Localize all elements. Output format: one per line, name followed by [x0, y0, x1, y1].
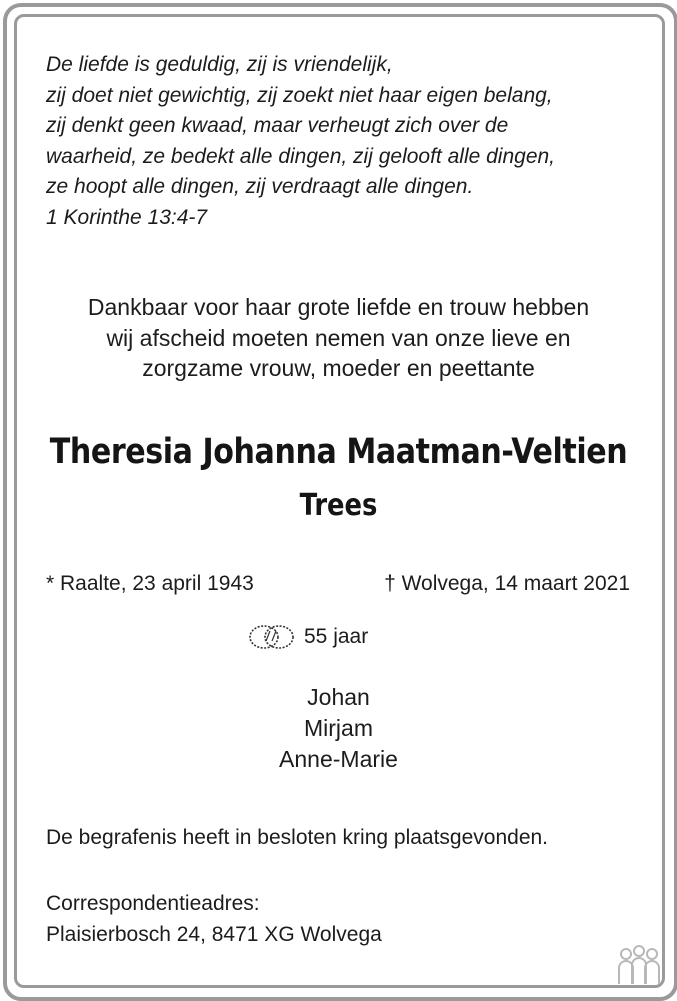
marriage-years: 55 jaar: [304, 625, 369, 648]
correspondence-street: Plaisierbosch 24, 8471 XG Wolvega: [46, 923, 382, 946]
deceased-nickname: Trees: [299, 488, 378, 523]
bible-quote: [46, 50, 646, 233]
deceased-full-name: Theresia Johanna Maatman-Veltien: [49, 432, 628, 472]
quote-line: waarheid, ze bedekt alle dingen, zij gelooft alle dingen,: [46, 144, 556, 168]
quote-reference: 1 Korinthe 13:4-7: [46, 205, 208, 229]
quote-line: ze hoopt alle dingen, zij verdraagt alle dingen.: [46, 175, 474, 198]
family-names: [0, 682, 677, 775]
quote-line: zij denkt geen kwaad, maar verheugt zich over de: [46, 114, 509, 137]
wedding-rings-icon: [246, 622, 298, 652]
intro-line: zorgzame vrouw, moeder en peettante: [142, 355, 535, 381]
family-member: Anne-Marie: [279, 746, 398, 772]
family-member: Mirjam: [304, 715, 373, 741]
marriage-duration: [246, 622, 368, 652]
intro-text: [0, 292, 677, 384]
intro-line: wij afscheid moeten nemen van onze lieve en: [106, 324, 571, 351]
correspondence-label: Correspondentieadres:: [46, 892, 260, 915]
intro-line: Dankbaar voor haar grote liefde en trouw hebben: [87, 294, 590, 320]
correspondence-address: [46, 888, 382, 950]
death-date: † Wolvega, 14 maart 2021: [384, 572, 630, 595]
people-group-icon: [615, 944, 663, 986]
funeral-note: De begrafenis heeft in besloten kring plaatsgevonden.: [46, 826, 549, 849]
birth-date: * Raalte, 23 april 1943: [46, 572, 254, 595]
quote-line: De liefde is geduldig, zij is vriendelijk,: [46, 53, 393, 76]
quote-line: zij doet niet gewichtig, zij zoekt niet haar eigen belang,: [46, 83, 553, 107]
family-member: Johan: [307, 684, 370, 710]
